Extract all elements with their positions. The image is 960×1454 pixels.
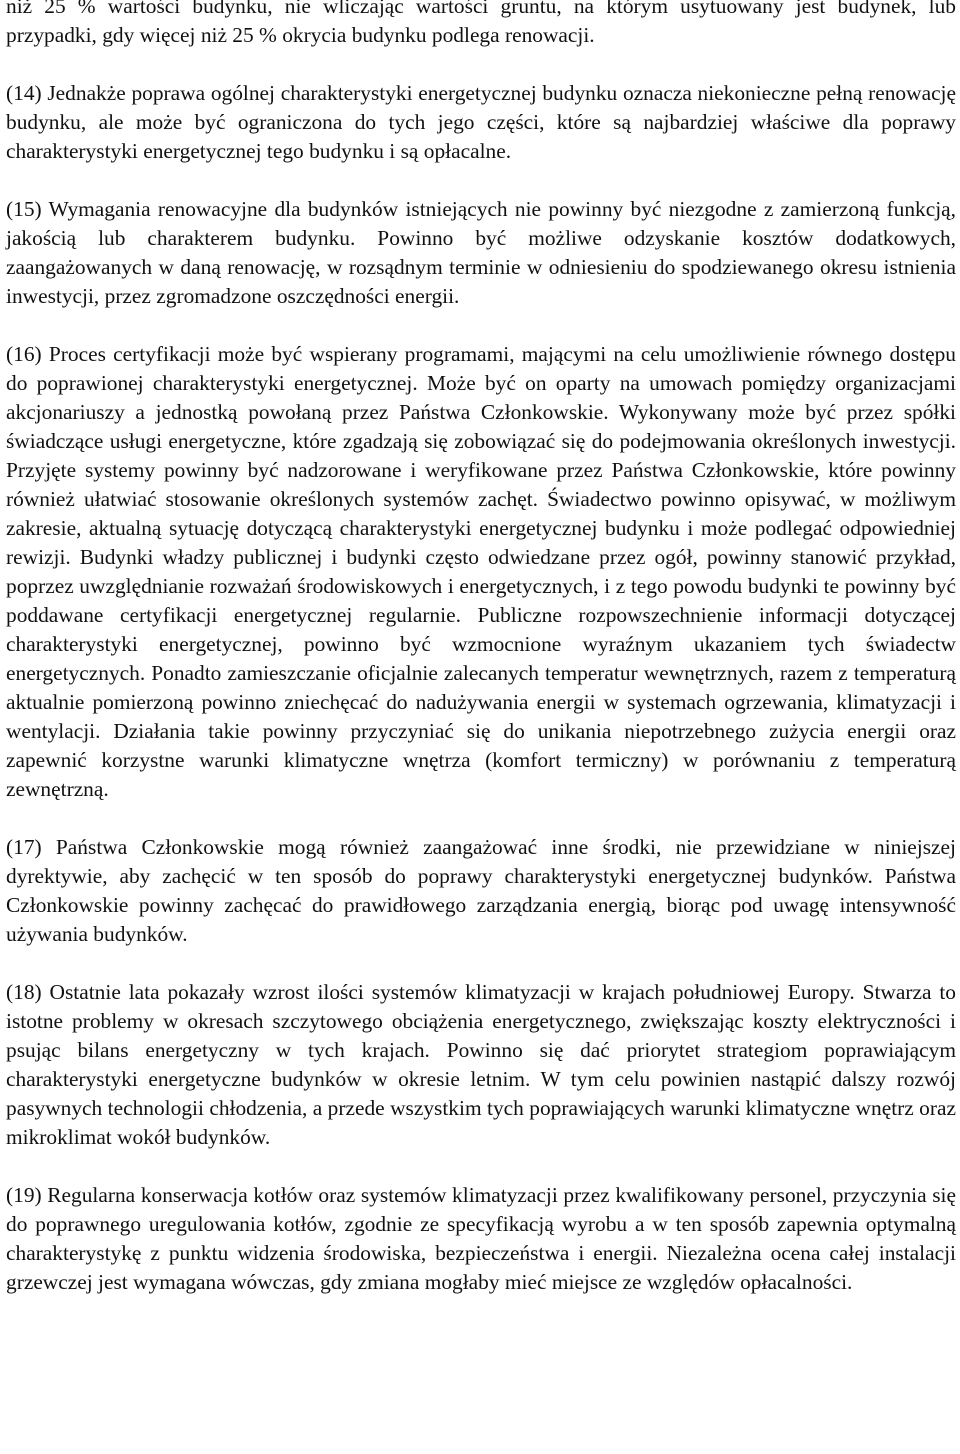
- paragraph-19: (19) Regularna konserwacja kotłów oraz systemów klimatyzacji przez kwalifikowany personel, przyczynia się do poprawnego uregulowania kotłów, zgodnie ze specyfikacją wyrobu a w ten sposób zapewnia optymalną charakterystykę z punktu widzenia środowiska, bezpieczeństwa i energii. Niezależna ocena całej instalacji grzewczej jest wymagana wówczas, gdy zmiana mogłaby mieć miejsce ze względów opłacalności.: [6, 1183, 956, 1294]
- paragraph-17: (17) Państwa Członkowskie mogą również zaangażować inne środki, nie przewidziane w niniejszej dyrektywie, aby zachęcić w ten sposób do poprawy charakterystyki energetycznej budynków. Państwa Członkowskie powinny zachęcać do prawidłowego zarządzania energią, biorąc pod uwagę intensywność używania budynków.: [6, 835, 956, 946]
- paragraph-15: (15) Wymagania renowacyjne dla budynków istniejących nie powinny być niezgodne z zamierzoną funkcją, jakością lub charakterem budynku. Powinno być możliwe odzyskanie kosztów dodatkowych, zaangażowanych w daną renowację, w rozsądnym terminie w odniesieniu do spodziewanego okresu istnienia inwestycji, przez zgromadzone oszczędności energii.: [6, 197, 956, 308]
- paragraph-18: (18) Ostatnie lata pokazały wzrost ilości systemów klimatyzacji w krajach południowej Europy. Stwarza to istotne problemy w okresach szczytowego obciążenia energetycznego, zwiększając koszty elektryczności i psując bilans energetyczny w tych krajach. Powinno się dać priorytet strategiom poprawiającym charakterystyki energetyczne budynków w okresie letnim. W tym celu powinien nastąpić dalszy rozwój pasywnych technologii chłodzenia, a przede wszystkim tych poprawiających warunki klimatyczne wnętrz oraz mikroklimat wokół budynków.: [6, 980, 956, 1149]
- paragraph-continuation: niż 25 % wartości budynku, nie wliczając wartości gruntu, na którym usytuowany jest budynek, lub przypadki, gdy więcej niż 25 % okrycia budynku podlega renowacji.: [6, 0, 956, 47]
- paragraph-14: (14) Jednakże poprawa ogólnej charakterystyki energetycznej budynku oznacza niekonieczne pełną renowację budynku, ale może być ograniczona do tych jego części, które są najbardziej właściwe dla poprawy charakterystyki energetycznej tego budynku i są opłacalne.: [6, 81, 956, 163]
- paragraph-16: (16) Proces certyfikacji może być wspierany programami, mającymi na celu umożliwienie równego dostępu do poprawionej charakterystyki energetycznej. Może być on oparty na umowach pomiędzy organizacjami akcjonariuszy a jednostką powołaną przez Państwa Członkowskie. Wykonywany może być przez spółki świadczące usługi energetyczne, które zgadzają się zobowiązać się do podejmowania określonych inwestycji. Przyjęte systemy powinny być nadzorowane i weryfikowane przez Państwa Członkowskie, które powinny również ułatwiać stosowanie określonych systemów zachęt. Świadectwo powinno opisywać, w możliwym zakresie, aktualną sytuację dotyczącą charakterystyki energetycznej budynku i może podlegać odpowiedniej rewizji. Budynki władzy publicznej i budynki często odwiedzane przez ogół, powinny stanowić przykład, poprzez uwzględnianie rozważań środowiskowych i energetycznych, i z tego powodu budynki te powinny być poddawane certyfikacji energetycznej regularnie. Publiczne rozpowszechnienie informacji dotyczącej charakterystyki energetycznej, powinno być wzmocnione wyraźnym ukazaniem tych świadectw energetycznych. Ponadto zamieszczanie oficjalnie zalecanych temperatur wewnętrznych, razem z temperaturą aktualnie pomierzoną powinno zniechęcać do nadużywania energii w systemach ogrzewania, klimatyzacji i wentylacji. Działania takie powinny przyczyniać się do unikania niepotrzebnego zużycia energii oraz zapewnić korzystne warunki klimatyczne wnętrza (komfort termiczny) w porównaniu z temperaturą zewnętrzną.: [6, 342, 956, 801]
